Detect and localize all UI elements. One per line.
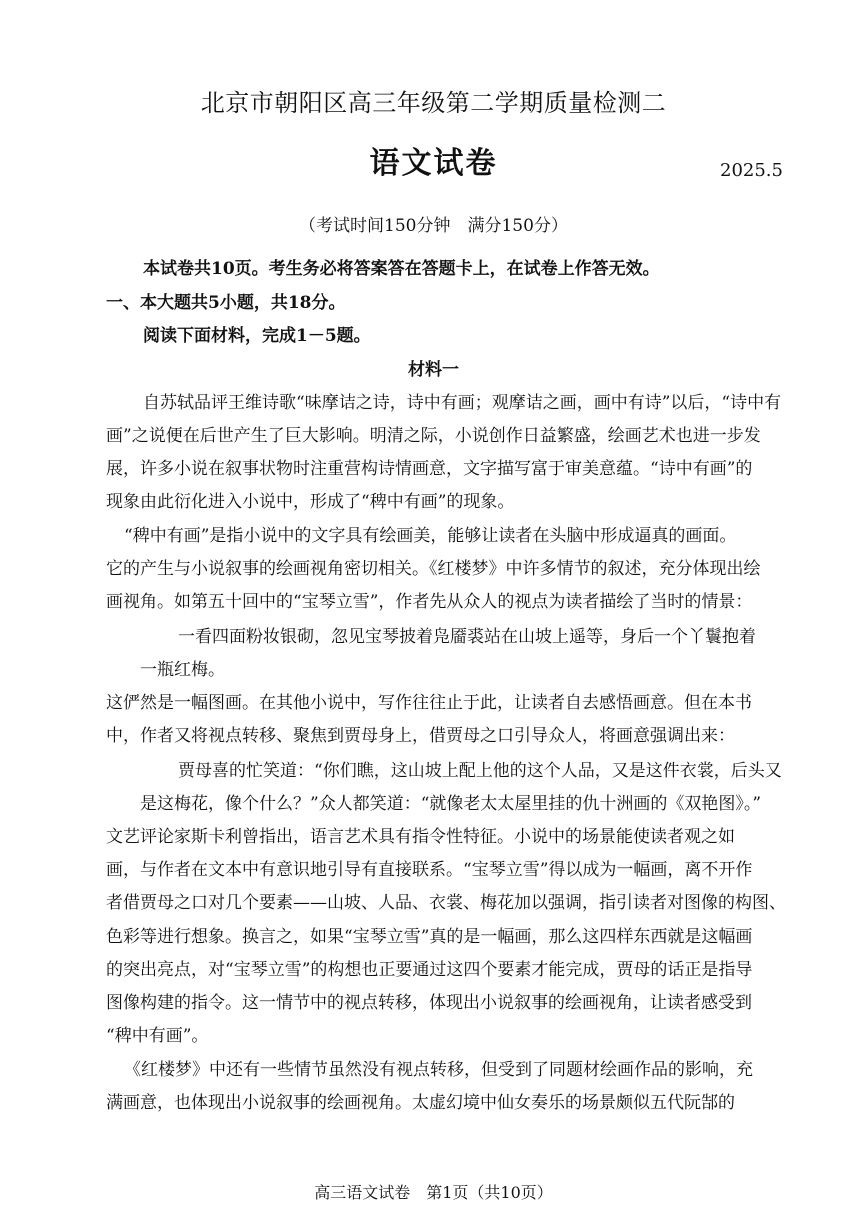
page-footer: 高三语文试卷 第1页（共10页） xyxy=(314,1183,553,1202)
quote-line: 一看四面粉妆银砌，忽见宝琴披着凫靥裘站在山坡上遥等，身后一个丫鬟抱着 xyxy=(178,627,756,647)
body-line: 者借贾母之口对几个要素——山坡、人品、衣裳、梅花加以强调，指引读者对图像的构图、 xyxy=(106,893,786,913)
body-line: 《红楼梦》中还有一些情节虽然没有视点转移，但受到了同题材绘画作品的影响，充 xyxy=(124,1060,753,1080)
body-line: “稗中有画”。 xyxy=(106,1026,209,1046)
body-line: 自苏轼品评王维诗歌“味摩诘之诗，诗中有画；观摩诘之画，画中有诗”以后，“诗中有 xyxy=(143,393,782,413)
notice: 本试卷共10页。考生务必将答案答在答题卡上，在试卷上作答无效。 xyxy=(143,259,660,279)
material-title: 材料一 xyxy=(408,360,459,380)
body-line: 图像构建的指令。这一情节中的视点转移，体现出小说叙事的绘画视角，让读者感受到 xyxy=(106,993,752,1013)
body-line: 画视角。如第五十回中的“宝琴立雪”，作者先从众人的视点为读者描绘了当时的情景： xyxy=(106,592,753,612)
body-line: 它的产生与小说叙事的绘画视角密切相关。《红楼梦》中许多情节的叙述，充分体现出绘 xyxy=(106,559,761,579)
section-instruction: 阅读下面材料，完成1－5题。 xyxy=(143,326,371,346)
body-line: 满画意，也体现出小说叙事的绘画视角。太虚幻境中仙女奏乐的场景颇似五代阮郜的 xyxy=(106,1093,735,1113)
body-line: 的突出亮点，对“宝琴立雪”的构想也正要通过这四个要素才能完成，贾母的话正是指导 xyxy=(106,960,753,980)
body-line: 画”之说便在后世产生了巨大影响。明清之际，小说创作日益繁盛，绘画艺术也进一步发 xyxy=(106,426,761,446)
subject-title: 语文试卷 xyxy=(369,146,498,181)
exam-info: （考试时间150分钟 满分150分） xyxy=(299,216,568,236)
body-line: 这俨然是一幅图画。在其他小说中，写作往往止于此，让读者自去感悟画意。但在本书 xyxy=(106,693,752,713)
body-line: 现象由此衍化进入小说中，形成了“稗中有画”的现象。 xyxy=(106,492,515,512)
body-line: “稗中有画”是指小说中的文字具有绘画美，能够让读者在头脑中形成逼真的画面。 xyxy=(124,526,737,546)
quote-line: 贾母喜的忙笑道：“你们瞧，这山坡上配上他的这个人品，又是这件衣裳，后头又 xyxy=(178,761,782,781)
body-line: 画，与作者在文本中有意识地引导有直接联系。“宝琴立雪”得以成为一幅画，离不开作 xyxy=(106,860,753,880)
body-line: 文艺评论家斯卡利曾指出，语言艺术具有指令性特征。小说中的场景能使读者观之如 xyxy=(106,827,735,847)
exam-date: 2025.5 xyxy=(720,160,783,181)
body-line: 中，作者又将视点转移、聚焦到贾母身上，借贾母之口引导众人，将画意强调出来： xyxy=(106,726,735,746)
exam-title: 北京市朝阳区高三年级第二学期质量检测二 xyxy=(200,89,667,117)
body-line: 色彩等进行想象。换言之，如果“宝琴立雪”真的是一幅画，那么这四样东西就是这幅画 xyxy=(106,927,753,947)
quote-line: 一瓶红梅。 xyxy=(140,660,225,680)
quote-line: 是这梅花，像个什么？”众人都笑道：“就像老太太屋里挂的仇十洲画的《双艳图》。” xyxy=(140,794,762,814)
section-heading: 一、本大题共5小题，共18分。 xyxy=(106,293,346,313)
body-line: 展，许多小说在叙事状物时注重营构诗情画意，文字描写富于审美意蕴。“诗中有画”的 xyxy=(106,459,753,479)
